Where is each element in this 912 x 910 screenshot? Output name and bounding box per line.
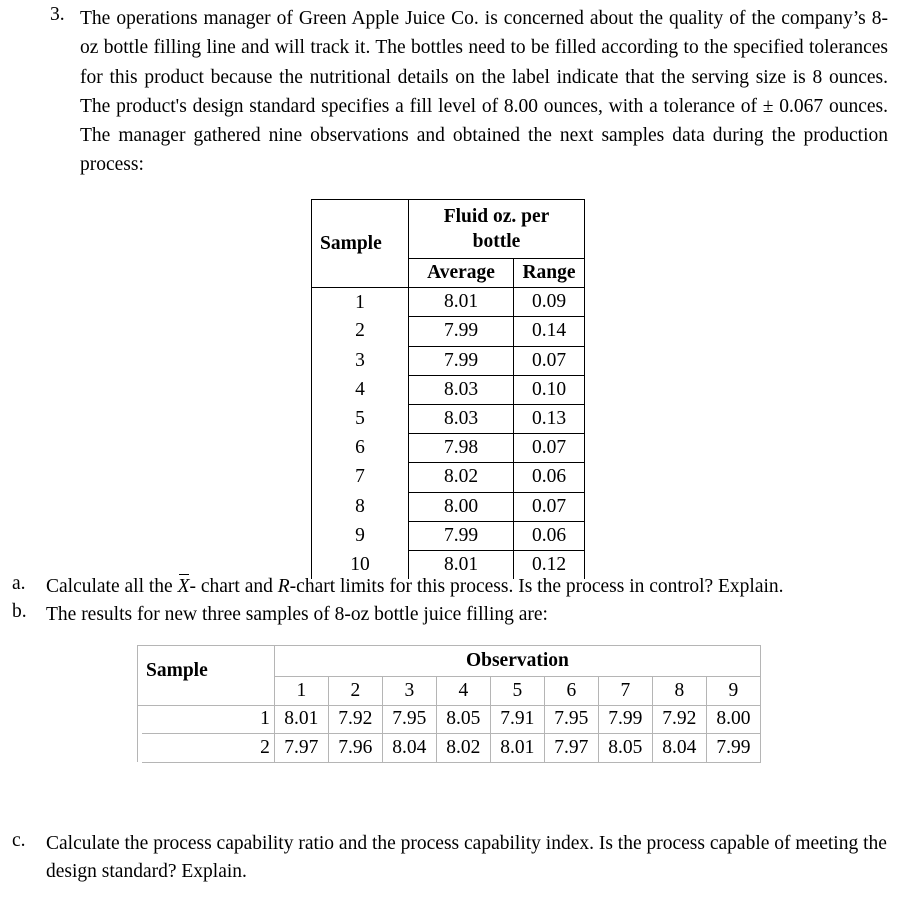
sample-header-2: Sample	[138, 646, 275, 706]
x-bar-symbol: X	[178, 573, 190, 601]
r-symbol: R	[277, 576, 290, 597]
table-row	[312, 404, 585, 433]
range-cell: 0.09	[514, 288, 585, 317]
problem-number: 3.	[50, 4, 65, 25]
table-row	[312, 492, 585, 521]
question-b	[12, 601, 902, 629]
sample-header: Sample	[312, 200, 409, 288]
question-c-label: c.	[12, 830, 26, 851]
table-row	[138, 734, 761, 763]
table-row	[312, 521, 585, 550]
observation-number-cell: 1	[274, 677, 328, 706]
question-c-text: Calculate the process capability ratio and the process capability index. Is the process capable of meeting the design standard? Explain.	[46, 833, 887, 882]
fluid-oz-header: Fluid oz. per bottle	[409, 200, 585, 259]
question-b-text: The results for new three samples of 8-oz bottle juice filling are:	[46, 604, 548, 625]
sample-cell: 7	[312, 463, 409, 492]
average-cell: 8.00	[409, 492, 514, 521]
observation-value-cell: 8.04	[652, 734, 706, 763]
observation-value-cell: 7.95	[382, 705, 436, 734]
observation-value-cell: 7.97	[274, 734, 328, 763]
table-row	[312, 346, 585, 375]
observation-number-cell: 8	[652, 677, 706, 706]
observation-value-cell: 7.97	[544, 734, 598, 763]
table-header-row	[312, 200, 585, 259]
range-cell: 0.12	[514, 550, 585, 579]
observation-value-cell: 7.95	[544, 705, 598, 734]
sample-cell: 2	[312, 317, 409, 346]
question-a-label: a.	[12, 573, 26, 594]
observation-value-cell: 8.05	[598, 734, 652, 763]
average-cell: 7.99	[409, 317, 514, 346]
question-a-text: Calculate all the X- chart and R-chart limits for this process. Is the process in control? Explain.	[46, 573, 902, 601]
range-cell: 0.07	[514, 492, 585, 521]
table-row	[312, 375, 585, 404]
observation-value-cell: 8.01	[490, 734, 544, 763]
sample-cell: 5	[312, 404, 409, 433]
average-cell: 8.03	[409, 404, 514, 433]
sample-cell: 1	[312, 288, 409, 317]
table-row	[138, 705, 761, 734]
average-cell: 8.01	[409, 550, 514, 579]
sample-cell: 8	[312, 492, 409, 521]
question-b-label: b.	[12, 601, 27, 622]
range-cell: 0.07	[514, 346, 585, 375]
range-cell: 0.10	[514, 375, 585, 404]
observation-value-cell: 7.99	[706, 734, 760, 763]
observation-value-cell: 8.02	[436, 734, 490, 763]
problem-statement	[50, 4, 888, 180]
observation-value-cell: 7.99	[598, 705, 652, 734]
observation-value-cell: 7.92	[652, 705, 706, 734]
sample-cell: 9	[312, 521, 409, 550]
range-cell: 0.06	[514, 521, 585, 550]
range-cell: 0.06	[514, 463, 585, 492]
observation-number-cell: 2	[328, 677, 382, 706]
average-cell: 7.99	[409, 521, 514, 550]
observation-number-cell: 3	[382, 677, 436, 706]
sample-cell: 6	[312, 434, 409, 463]
observation-value-cell: 8.04	[382, 734, 436, 763]
problem-text: The operations manager of Green Apple Juice Co. is concerned about the quality of the company’s 8-oz bottle filling line and will track it. The bottles need to be filled according to the specified tolerances for this product because the nutritional details on the label indicate that the serving size is 8 ounces. The product's design standard specifies a fill level of 8.00 ounces, with a tolerance of ± 0.067 ounces. The manager gathered nine observations and obtained the next samples data during the production process:	[80, 8, 888, 176]
table-row	[312, 434, 585, 463]
observation-value-cell: 8.00	[706, 705, 760, 734]
observation-number-cell: 5	[490, 677, 544, 706]
average-cell: 8.03	[409, 375, 514, 404]
average-cell: 8.02	[409, 463, 514, 492]
observation-value-cell: 8.01	[274, 705, 328, 734]
sample-cell: 4	[312, 375, 409, 404]
range-cell: 0.07	[514, 434, 585, 463]
observation-value-cell: 8.05	[436, 705, 490, 734]
question-c	[12, 830, 907, 886]
range-header: Range	[514, 259, 585, 288]
average-cell: 7.99	[409, 346, 514, 375]
observation-value-cell: 7.92	[328, 705, 382, 734]
average-header: Average	[409, 259, 514, 288]
average-cell: 8.01	[409, 288, 514, 317]
average-cell: 7.98	[409, 434, 514, 463]
question-a	[12, 573, 902, 601]
observation-table	[137, 645, 761, 763]
table-row	[312, 463, 585, 492]
sample-number-cell: 1	[142, 705, 274, 734]
observation-value-cell: 7.96	[328, 734, 382, 763]
sample-number-cell: 2	[142, 734, 274, 763]
table-row	[312, 288, 585, 317]
range-cell: 0.14	[514, 317, 585, 346]
observation-value-cell: 7.91	[490, 705, 544, 734]
observation-number-cell: 7	[598, 677, 652, 706]
observation-header: Observation	[274, 646, 760, 677]
range-cell: 0.13	[514, 404, 585, 433]
sample-summary-table	[311, 199, 585, 579]
table-row	[312, 317, 585, 346]
sample-cell: 3	[312, 346, 409, 375]
observation-header-row	[138, 646, 761, 677]
sample-cell: 10	[312, 550, 409, 579]
observation-number-cell: 6	[544, 677, 598, 706]
observation-number-cell: 4	[436, 677, 490, 706]
observation-number-cell: 9	[706, 677, 760, 706]
